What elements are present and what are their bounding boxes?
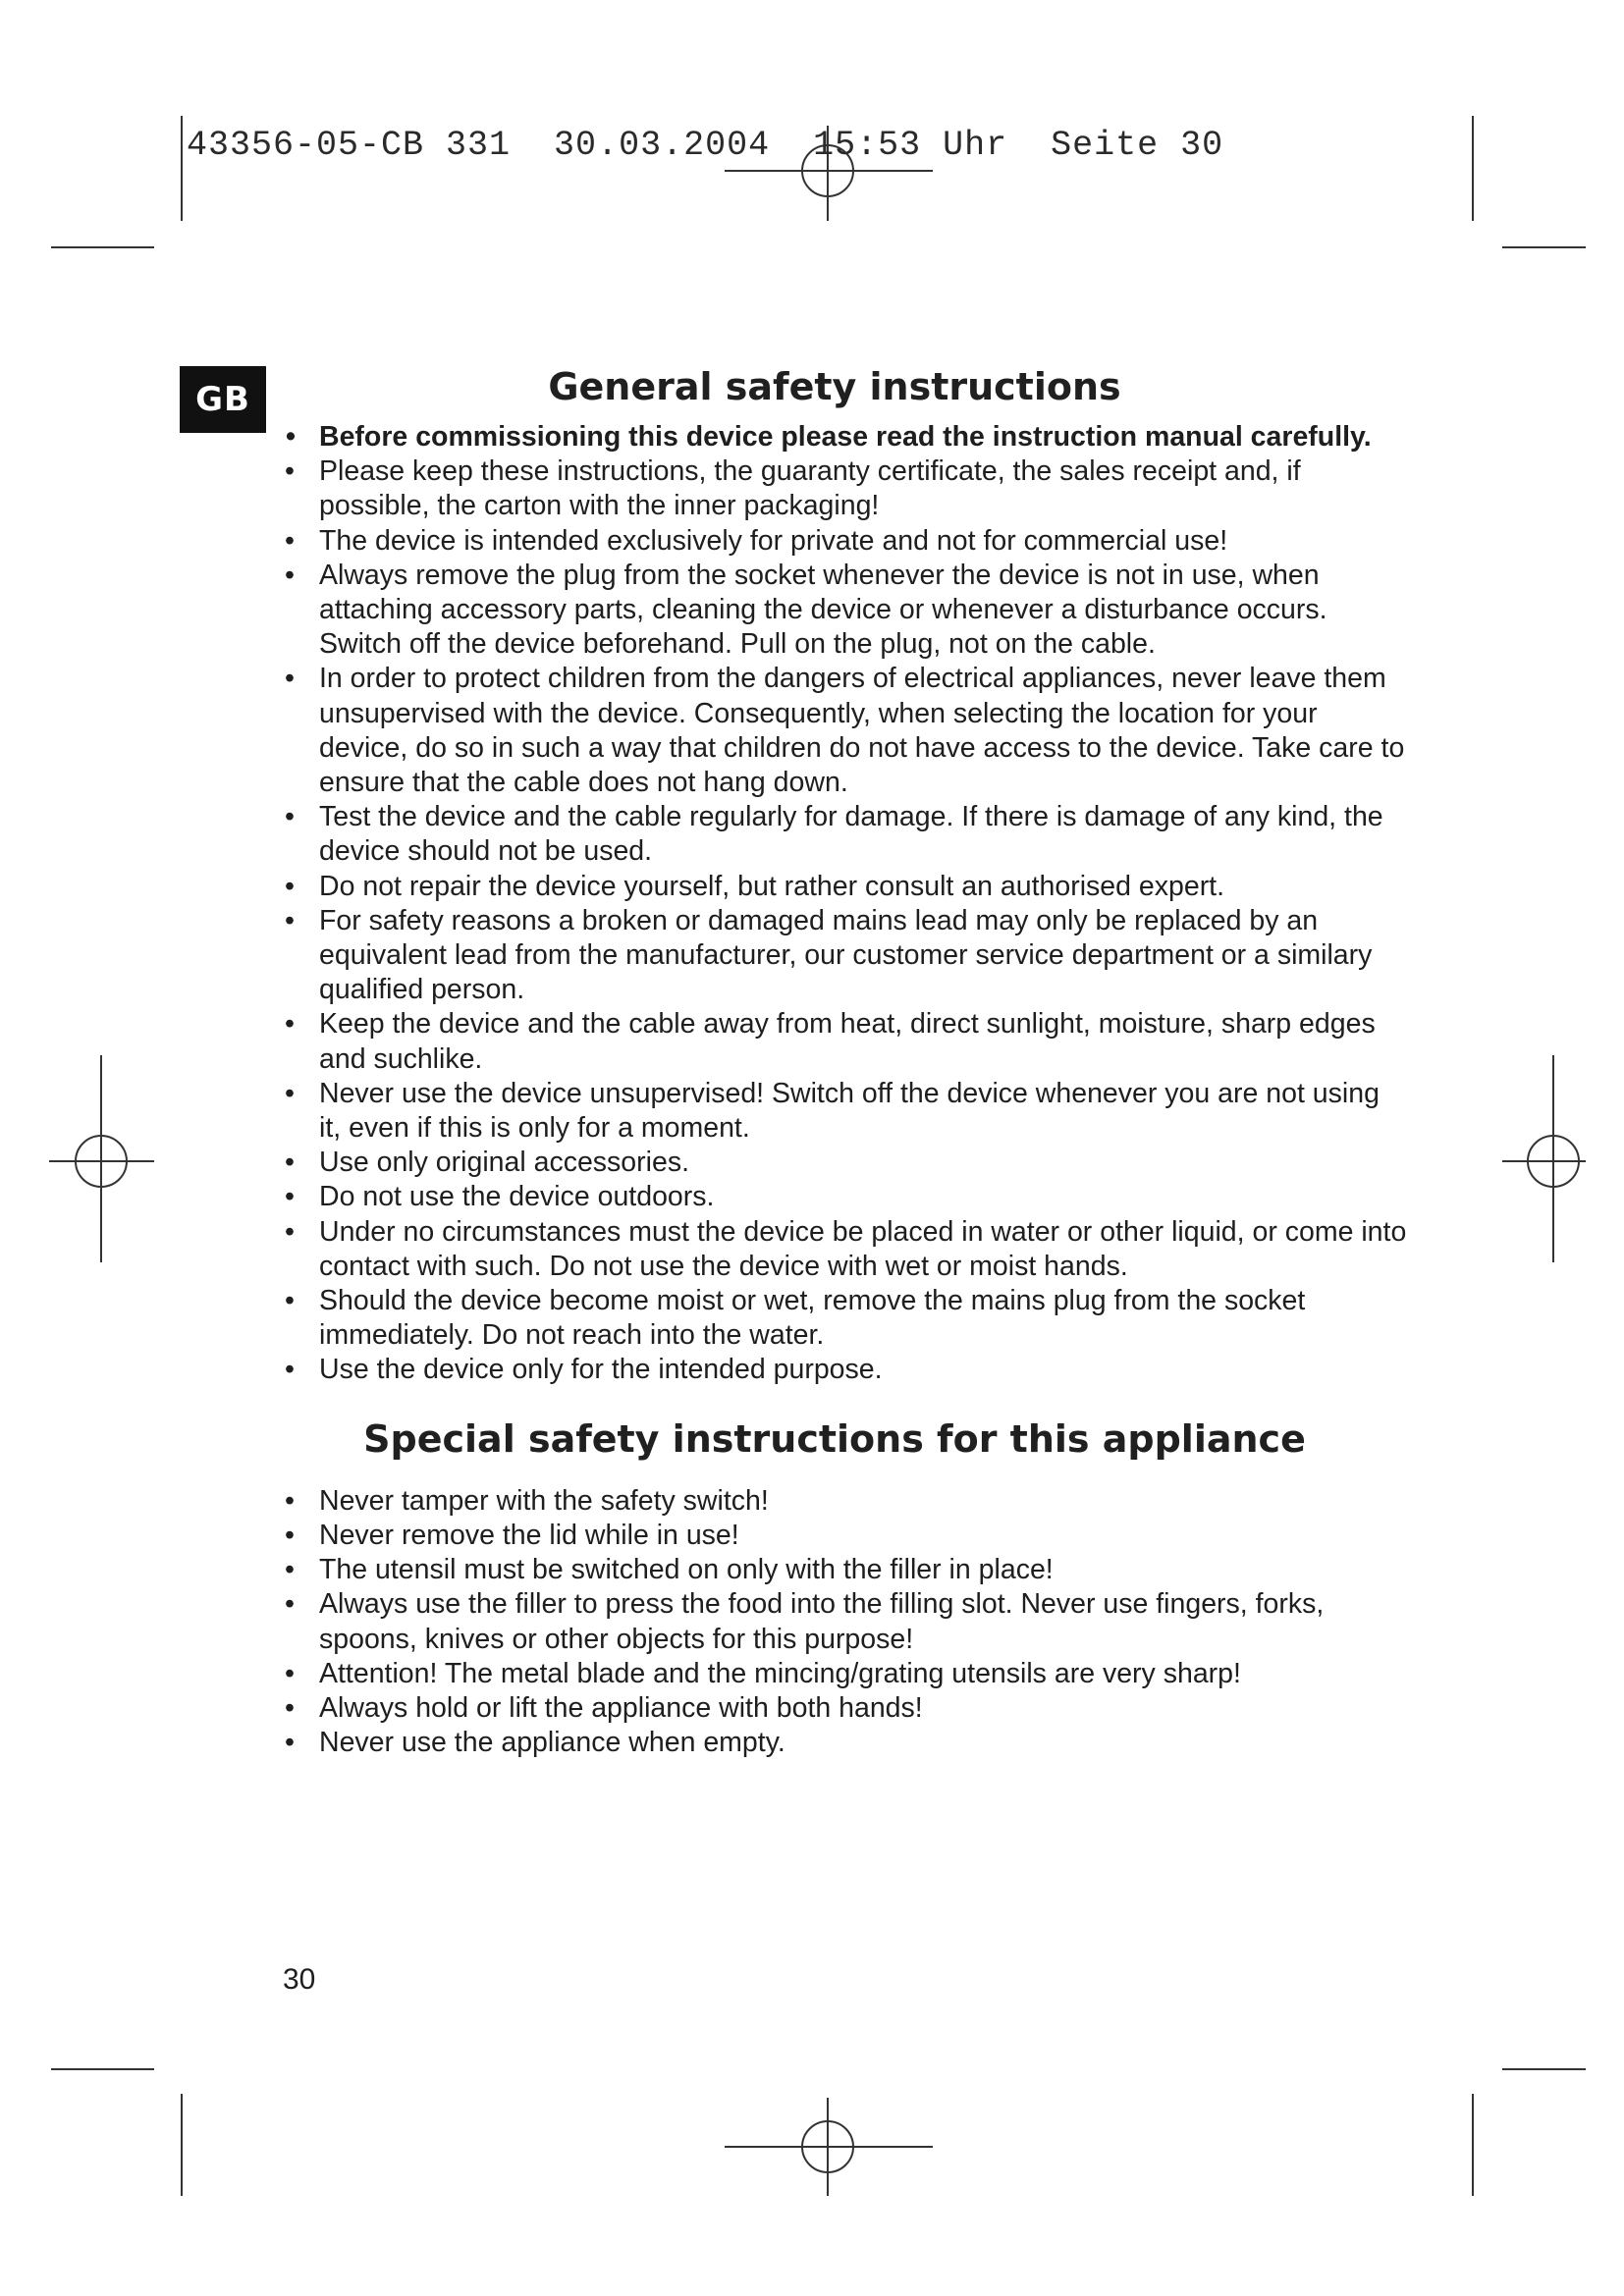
list-item: • Never remove the lid while in use! [280, 1519, 1409, 1553]
list-item: • Do not repair the device yourself, but rather consult an authorised expert. [280, 870, 1409, 904]
special-safety-list [280, 1484, 1409, 1761]
language-tab: GB [180, 366, 266, 433]
list-item: • Never use the device unsupervised! Switch off the device whenever you are not using it, even if this is only for a moment. [280, 1077, 1409, 1146]
list-item: • Keep the device and the cable away from heat, direct sunlight, moisture, sharp edges and suchlike. [280, 1007, 1409, 1076]
registration-mark-right [1502, 1055, 1586, 1262]
general-safety-title: General safety instructions [548, 365, 1121, 408]
registration-mark-bottom [725, 2098, 933, 2196]
print-header: 43356-05-CB 331 30.03.2004 15:53 Uhr Seite 30 [187, 126, 1224, 165]
list-item: • Always remove the plug from the socket whenever the device is not in use, when attaching accessory parts, cleaning the device or whenever a disturbance occurs. Switch off the device beforehand. Pull on the plug, not on the cable. [280, 559, 1409, 663]
list-item: • Test the device and the cable regularly for damage. If there is damage of any kind, the device should not be used. [280, 800, 1409, 869]
list-item: • Should the device become moist or wet, remove the mains plug from the socket immediately. Do not reach into the water. [280, 1284, 1409, 1353]
list-item: • Always use the filler to press the food into the filling slot. Never use fingers, forks, spoons, knives or other objects for this purpose! [280, 1587, 1409, 1656]
content [280, 361, 1409, 1760]
list-item: • Never tamper with the safety switch! [280, 1484, 1409, 1519]
list-item: • Please keep these instructions, the guaranty certificate, the sales receipt and, if possible, the carton with the inner packaging! [280, 454, 1409, 523]
list-item: • The device is intended exclusively for private and not for commercial use! [280, 524, 1409, 559]
list-item: • Before commissioning this device please read the instruction manual carefully. [280, 420, 1409, 454]
list-item: • Use only original accessories. [280, 1146, 1409, 1180]
list-item: • Under no circumstances must the device be placed in water or other liquid, or come into contact with such. Do not use the device with wet or moist hands. [280, 1215, 1409, 1284]
list-item: • Always hold or lift the appliance with both hands! [280, 1691, 1409, 1726]
list-item: • Do not use the device outdoors. [280, 1180, 1409, 1214]
list-item: • In order to protect children from the dangers of electrical appliances, never leave them unsupervised with the device. Consequently, when selecting the location for your device, do so in such a way that children do not have access to the device. Take care to ensure that the cable does not hang down. [280, 662, 1409, 800]
registration-mark-left [49, 1055, 154, 1262]
general-safety-list [280, 420, 1409, 1388]
list-item: • Use the device only for the intended purpose. [280, 1353, 1409, 1387]
page-number: 30 [283, 1963, 316, 1996]
list-item: • Attention! The metal blade and the mincing/grating utensils are very sharp! [280, 1657, 1409, 1691]
list-item: • The utensil must be switched on only with the filler in place! [280, 1553, 1409, 1587]
list-item: • Never use the appliance when empty. [280, 1726, 1409, 1760]
special-safety-title: Special safety instructions for this appliance [363, 1416, 1306, 1461]
list-item: • For safety reasons a broken or damaged mains lead may only be replaced by an equivalent lead from the manufacturer, our customer service department or a similary qualified person. [280, 904, 1409, 1008]
